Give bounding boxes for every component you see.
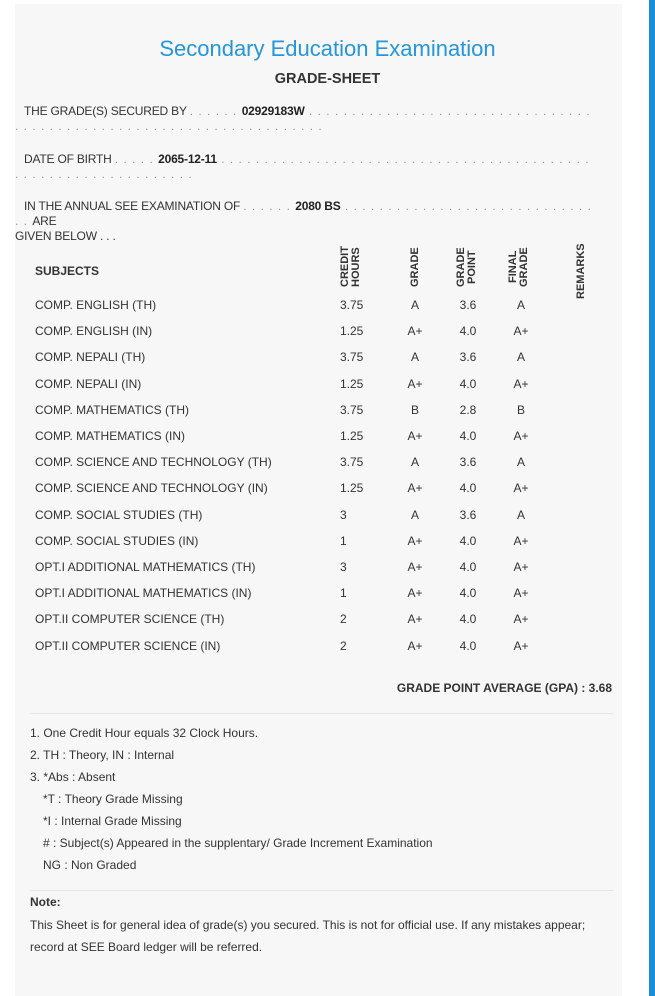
divider xyxy=(30,713,613,714)
credit-hours-cell: 2 xyxy=(340,612,347,627)
secured-by-label: THE GRADE(S) SECURED BY xyxy=(24,104,187,118)
dob-value: 2065-12-11 xyxy=(158,152,217,166)
col-header-subjects: SUBJECTS xyxy=(35,264,100,278)
final-grade-cell: A+ xyxy=(513,533,529,548)
secured-by-line: THE GRADE(S) SECURED BY . . . . . . 02929183W . . . . . . . . . . . . . . . . . . . . . . . . . . . . . . . . . . . . . . . . . . . . . . . . . . . . . . . . . . . . . . . . . . . . . xyxy=(15,104,591,133)
grade-point-cell: 4.0 xyxy=(459,429,477,443)
exam-year: 2080 BS xyxy=(295,199,341,213)
legend-item: *T : Theory Grade Missing xyxy=(43,792,183,806)
gpa-value: GRADE POINT AVERAGE (GPA) : 3.68 xyxy=(396,681,612,695)
subject-cell: COMP. ENGLISH (IN) xyxy=(35,324,153,339)
grade-cell: A xyxy=(410,298,419,312)
table-row xyxy=(20,580,600,606)
grade-cell: A+ xyxy=(407,612,423,627)
grade-cell: A+ xyxy=(407,533,423,548)
grade-cell: A xyxy=(410,350,419,365)
credit-hours-cell: 3.75 xyxy=(340,455,364,470)
credit-hours-cell: 3.75 xyxy=(340,350,364,365)
grade-cell: A+ xyxy=(407,429,423,443)
credit-hours-cell: 3 xyxy=(340,560,347,574)
divider xyxy=(30,890,613,891)
grade-point-cell: 4.0 xyxy=(459,638,477,653)
page-subtitle: GRADE-SHEET xyxy=(274,71,381,87)
final-grade-cell: A+ xyxy=(513,586,529,601)
grade-cell: A+ xyxy=(407,586,423,601)
credit-hours-cell: 3 xyxy=(340,507,347,522)
dob-label: DATE OF BIRTH xyxy=(24,152,112,166)
final-grade-cell: A xyxy=(516,507,525,522)
table-row xyxy=(20,423,600,449)
table-row xyxy=(20,397,600,423)
final-grade-cell: A+ xyxy=(513,638,529,653)
table-row xyxy=(20,449,600,475)
grade-point-cell: 4.0 xyxy=(459,560,477,574)
grade-point-cell: 4.0 xyxy=(459,533,477,548)
subject-cell: COMP. NEPALI (IN) xyxy=(35,376,142,391)
grade-point-cell: 3.6 xyxy=(459,350,477,365)
credit-hours-cell: 3.75 xyxy=(340,402,364,417)
exam-label: IN THE ANNUAL SEE EXAMINATION OF xyxy=(24,199,241,213)
grade-point-cell: 4.0 xyxy=(459,612,477,627)
grade-point-cell: 2.8 xyxy=(459,402,477,417)
grade-point-cell: 4.0 xyxy=(459,586,477,601)
credit-hours-cell: 1.25 xyxy=(340,324,364,339)
final-grade-cell: A xyxy=(516,298,525,312)
legend-item: # : Subject(s) Appeared in the supplentary/ Grade Increment Examination xyxy=(43,836,433,850)
grade-point-cell: 4.0 xyxy=(459,481,477,496)
subject-cell: COMP. SOCIAL STUDIES (IN) xyxy=(35,533,199,548)
grade-point-cell: 3.6 xyxy=(459,455,477,470)
table-row xyxy=(20,475,600,501)
final-grade-cell: A+ xyxy=(513,324,529,339)
dob-line: DATE OF BIRTH . . . . . 2065-12-11 . . . . . . . . . . . . . . . . . . . . . . . . . . . . . . . . . . . . . . . . . . . . . . . . . . . . . . . . . . . . . . . . xyxy=(15,152,590,181)
credit-hours-cell: 3.75 xyxy=(340,298,364,312)
credit-hours-cell: 1 xyxy=(340,586,347,601)
final-grade-cell: A+ xyxy=(513,481,529,496)
subject-cell: COMP. SCIENCE AND TECHNOLOGY (TH) xyxy=(35,455,272,470)
grade-cell: A+ xyxy=(407,376,423,391)
legend-item: 1. One Credit Hour equals 32 Clock Hours. xyxy=(30,726,259,740)
legend-item: 3. *Abs : Absent xyxy=(30,770,116,784)
page-title: Secondary Education Examination xyxy=(159,36,496,61)
grade-point-cell: 4.0 xyxy=(459,324,477,339)
final-grade-cell: A+ xyxy=(513,612,529,627)
grade-cell: A+ xyxy=(407,560,423,574)
final-grade-cell: A+ xyxy=(513,376,529,391)
exam-suffix: ARE xyxy=(32,214,57,228)
col-header-credit-hours: CREDIT HOURS xyxy=(339,246,362,288)
table-row xyxy=(20,292,600,318)
exam-line: IN THE ANNUAL SEE EXAMINATION OF . . . . . . 2080 BS . . . . . . . . . . . . . . . . . . . . . . . . . . . . . . . ARE GIVEN BELOW . . . xyxy=(15,199,592,243)
grade-point-cell: 3.6 xyxy=(459,507,477,522)
credit-hours-cell: 1.25 xyxy=(340,376,364,391)
subject-cell: COMP. SCIENCE AND TECHNOLOGY (IN) xyxy=(35,481,268,496)
credit-hours-cell: 1 xyxy=(340,533,347,548)
table-row xyxy=(20,606,600,632)
subject-cell: COMP. SOCIAL STUDIES (TH) xyxy=(35,507,203,522)
final-grade-cell: A xyxy=(516,350,525,365)
credit-hours-cell: 1.25 xyxy=(340,481,364,496)
subject-cell: COMP. MATHEMATICS (IN) xyxy=(35,429,185,443)
legend-item: *I : Internal Grade Missing xyxy=(43,814,182,828)
grade-cell: A xyxy=(410,455,419,470)
col-header-final-grade: FINAL GRADE xyxy=(507,247,530,287)
subject-cell: OPT.II COMPUTER SCIENCE (TH) xyxy=(35,612,225,627)
table-row xyxy=(20,371,600,397)
table-row xyxy=(20,344,600,370)
credit-hours-cell: 2 xyxy=(340,638,347,653)
table-row xyxy=(20,554,600,580)
final-grade-cell: A+ xyxy=(513,429,529,443)
subject-cell: COMP. NEPALI (TH) xyxy=(35,350,146,365)
legend-item: NG : Non Graded xyxy=(43,858,137,872)
grade-cell: A xyxy=(410,507,419,522)
legend-item: 2. TH : Theory, IN : Internal xyxy=(30,748,175,762)
subject-cell: OPT.I ADDITIONAL MATHEMATICS (TH) xyxy=(35,560,256,574)
table-row xyxy=(20,528,600,554)
col-header-remarks: REMARKS xyxy=(575,243,587,299)
grade-cell: A+ xyxy=(407,638,423,653)
col-header-grade-point: GRADE POINT xyxy=(455,247,478,287)
note-text: This Sheet is for general idea of grade(s) you secured. This is not for official use. If any mistakes appear; record at SEE Board ledger will be referred. xyxy=(30,918,586,954)
grade-cell: A+ xyxy=(407,324,423,339)
final-grade-cell: B xyxy=(516,402,525,417)
col-header-grade: GRADE xyxy=(409,247,421,287)
subject-cell: COMP. MATHEMATICS (TH) xyxy=(35,402,189,417)
subject-cell: OPT.II COMPUTER SCIENCE (IN) xyxy=(35,638,221,653)
table-row xyxy=(20,502,600,528)
grade-point-cell: 3.6 xyxy=(459,298,477,312)
legend-list xyxy=(30,725,433,879)
subject-cell: COMP. ENGLISH (TH) xyxy=(35,298,157,312)
grade-point-cell: 4.0 xyxy=(459,376,477,391)
symbol-number: 02929183W xyxy=(241,104,305,118)
credit-hours-cell: 1.25 xyxy=(340,429,364,443)
grade-cell: A+ xyxy=(407,481,423,496)
grade-cell: B xyxy=(410,402,419,417)
final-grade-cell: A+ xyxy=(513,560,529,574)
exam-suffix-2: GIVEN BELOW . . . xyxy=(15,229,116,243)
note-title: Note: xyxy=(30,895,61,909)
table-row xyxy=(20,633,600,659)
scrollbar[interactable] xyxy=(649,0,655,996)
table-row xyxy=(20,318,600,344)
final-grade-cell: A xyxy=(516,455,525,470)
subject-cell: OPT.I ADDITIONAL MATHEMATICS (IN) xyxy=(35,586,252,601)
